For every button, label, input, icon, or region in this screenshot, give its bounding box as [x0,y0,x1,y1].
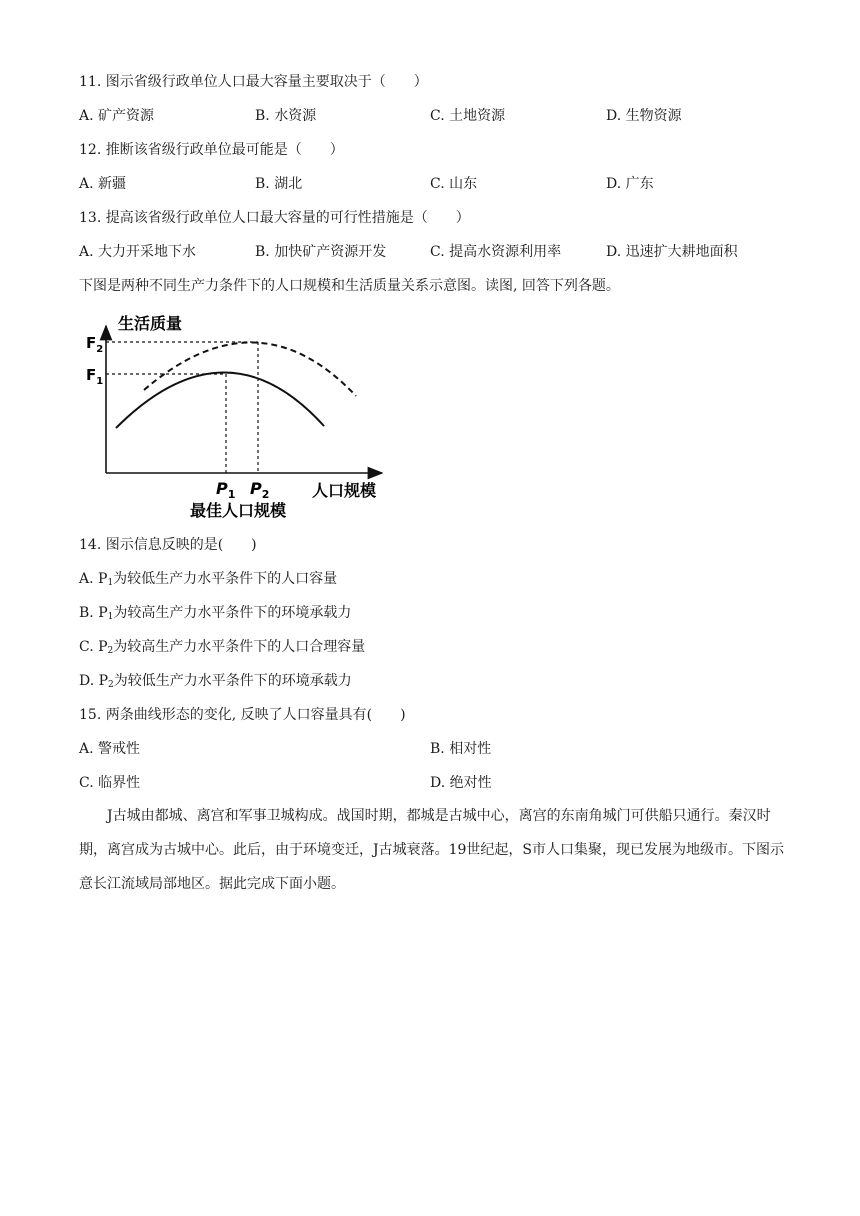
chart-intro: 下图是两种不同生产力条件下的人口规模和生活质量关系示意图。读图, 回答下列各题。 [79,278,620,294]
q13-stem: 13. 提高该省级行政单位人口最大容量的可行性措施是（ ） [79,210,470,226]
q14-option-a: A. $P_1$为较低生产力水平条件下的人口容量 [79,571,338,588]
q13-option-b: B. 加快矿产资源开发 [255,244,387,260]
q12-option-c: C. 山东 [430,176,478,192]
q12-option-b: B. 湖北 [255,176,303,192]
q14-stem: 14. 图示信息反映的是( ) [79,537,257,553]
q15-option-a: A. 警戒性 [79,741,141,757]
tick-label-f2: $F_2$ [86,334,104,355]
q11-option-c: C. 土地资源 [430,108,506,124]
q15-option-d: D. 绝对性 [430,775,492,791]
q11-stem: 11. 图示省级行政单位人口最大容量主要取决于（ ） [79,74,428,90]
q11-option-a: A. 矿产资源 [79,108,155,124]
population-quality-chart [84,310,404,522]
q14-option-b: B. $P_1$为较高生产力水平条件下的环境承载力 [79,605,352,622]
q12-option-a: A. 新疆 [79,176,127,192]
tick-label-p1: $P_1$ [216,479,236,501]
passage [79,799,784,901]
tick-label-f1: $F_1$ [86,366,104,387]
x-axis-label: 人口规模 [312,481,377,500]
y-axis-label: 生活质量 [118,314,183,333]
q15-option-b: B. 相对性 [430,741,492,757]
q13-option-d: D. 迅速扩大耕地面积 [606,244,738,260]
q12-option-d: D. 广东 [606,176,654,192]
q13-option-c: C. 提高水资源利用率 [430,244,562,260]
tick-label-p2: $P_2$ [250,479,270,501]
curve-lower-productivity [116,372,324,428]
q11-option-b: B. 水资源 [255,108,317,124]
q13-option-a: A. 大力开采地下水 [79,244,197,260]
q14-option-d: D. $P_2$为较低生产力水平条件下的环境承载力 [79,673,352,690]
x-axis-sublabel: 最佳人口规模 [190,501,287,520]
curve-higher-productivity [144,342,356,396]
q11-option-d: D. 生物资源 [606,108,682,124]
passage-text: J古城由都城、离宫和军事卫城构成。战国时期，都城是古城中心，离宫的东南角城门可供船只通行。秦汉时期，离宫成为古城中心。此后，由于环境变迁，J古城衰落。19世纪起，S市人口集聚，现已发展为地级市。下图示意长江流域局部地区。据此完成下面小题。 [79,808,785,892]
q14-option-c: C. $P_2$为较高生产力水平条件下的人口合理容量 [79,639,366,656]
q15-option-c: C. 临界性 [79,775,141,791]
q12-stem: 12. 推断该省级行政单位最可能是（ ） [79,142,344,158]
q15-stem: 15. 两条曲线形态的变化, 反映了人口容量具有( ) [79,707,406,723]
